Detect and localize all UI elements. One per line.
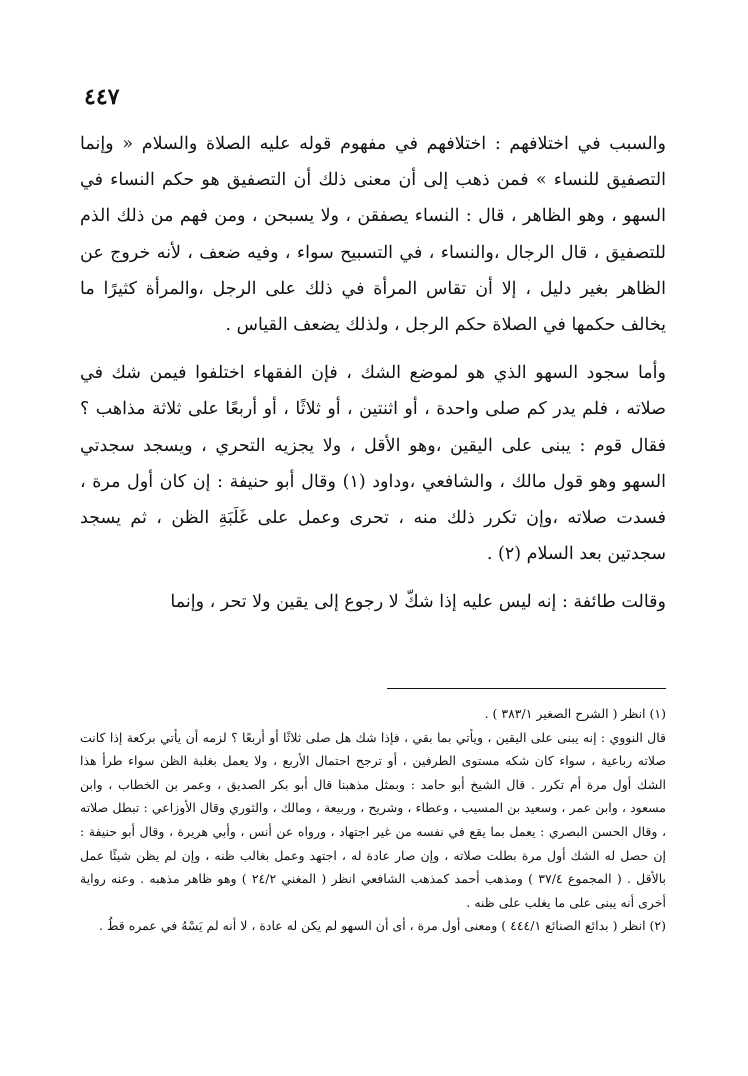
page-number: ٤٤٧ [84, 84, 120, 110]
footnote-separator [387, 688, 666, 689]
paragraph-reason-of-disagreement: والسبب في اختلافهم : اختلافهم في مفهوم قوله عليه الصلاة والسلام « وإنما التصفيق للنساء » فمن ذهب إلى أن معنى ذلك أن التصفيق هو حكم النساء في السهو ، وهو الظاهر ، قال : النساء يصفقن ، ولا يسبحن ، ومن فهم من ذلك الذم للتصفيق ، قال الرجال ،والنساء ، في التسبيح سواء ، وفيه ضعف ، لأنه خروج عن الظاهر بغير دليل ، إلا أن تقاس المرأة في ذلك على الرجل ،والمرأة كثيرًا ما يخالف حكمها في الصلاة حكم الرجل ، ولذلك يضعف القياس . [80, 134, 666, 336]
footnote-2: (٢) انظر ( بدائع الصنائع ٤٤٤/١ ) ومعنى أول مرة ، أى أن السهو لم يكن له عادة ، لا أنه لم يَسْهُ في عمره قطُ . [98, 918, 666, 934]
footnotes [80, 702, 666, 938]
paragraph-third-opinion: وقالت طائفة : إنه ليس عليه إذا شكّ لا رجوع إلى يقين ولا تحر ، وإنما [170, 592, 666, 613]
main-text [80, 126, 666, 621]
footnote-1-continued: قال النووي : إنه يبنى على اليقين ، ويأتي بما بقي ، فإذا شك هل صلى ثلاثًا أو أربعًا ؟ لزمه أن يأتي بركعة إذا كانت صلاته رباعية ، سواء كان شكه مستوى الطرفين ، أو ترجح احتمال الأربع ، ولا يعمل بغلبة الظن سواء طرأ هذا الشك أول مرة أم تكرر . قال الشيخ أبو حامد : وبمثل مذهبنا قال أبو بكر الصديق ، وعمر بن الخطاب ، وابن مسعود ، وابن عمر ، وسعيد بن المسيب ، وعطاء ، وشريح ، وربيعة ، ومالك ، والثوري وقال الأوزاعي : تبطل صلاته ، وقال الحسن البصري : يعمل بما يقع في نفسه من غير اجتهاد ، ورواه عن أنس ، وأبي هريرة ، وقال أبو حنيفة : إن حصل له الشك أول مرة بطلت صلاته ، وإن صار عادة له ، اجتهد وعمل بغالب ظنه ، وإن لم يظن شيئًا عمل بالأقل . ( المجموع ٣٧/٤ ) ومذهب أحمد كمذهب الشافعي انظر ( المغني ٢٤/٢ ) وهو ظاهر مذهبه . وعنه رواية أخرى أنه يبنى على ما يغلب على ظنه . [80, 729, 666, 910]
footnote-1: (١) انظر ( الشرح الصغير ٣٨٣/١ ) . [484, 706, 666, 721]
paragraph-doubt-prostration: وأما سجود السهو الذي هو لموضع الشك ، فإن الفقهاء اختلفوا فيمن شك في صلاته ، فلم يدر كم صلى واحدة ، أو اثنتين ، أو ثلاثًا ، أو أربعًا على ثلاثة مذاهب ؟ فقال قوم : يبنى على اليقين ،وهو الأقل ، ولا يجزيه التحري ، ويسجد سجدتي السهو وهو قول مالك ، والشافعي ،وداود (١) وقال أبو حنيفة : إن كان أول مرة ، فسدت صلاته ،وإن تكرر ذلك منه ، تحرى وعمل على غَلَبَةِ الظن ، ثم يسجد سجدتين بعد السلام (٢) . [80, 363, 666, 565]
